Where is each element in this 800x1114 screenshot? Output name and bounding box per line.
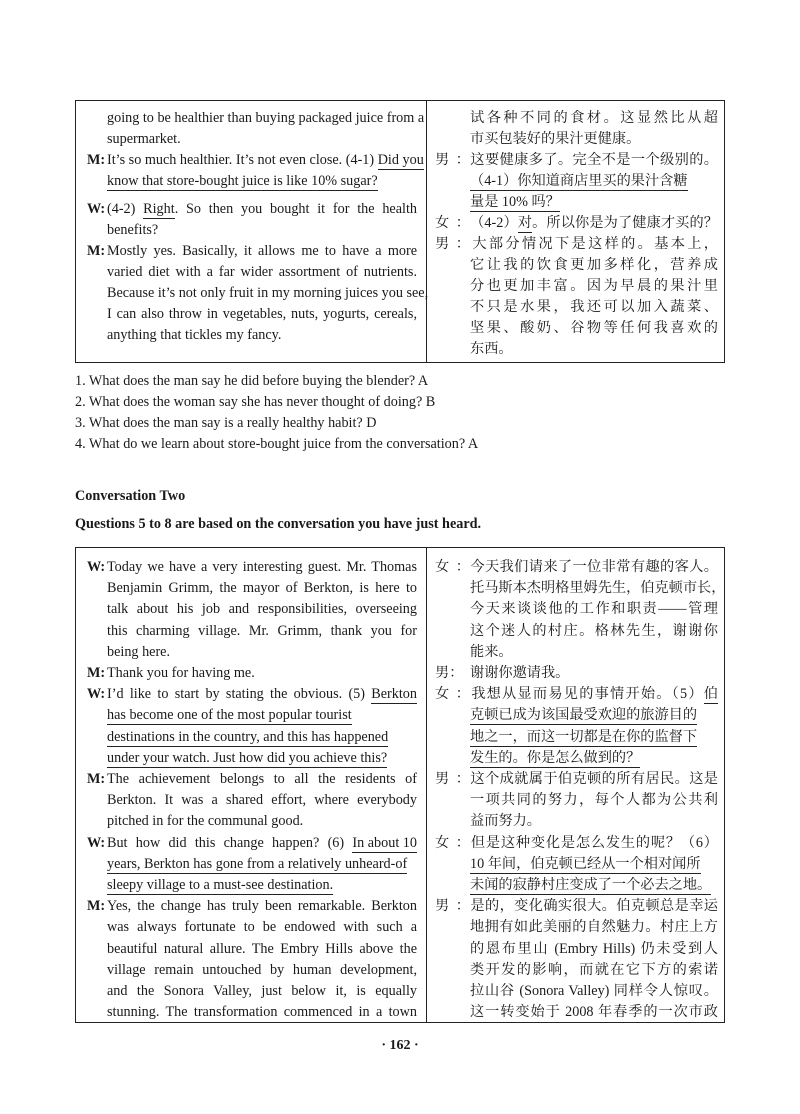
- underlined-answer-text: 发生的。你是怎么做到的？: [470, 749, 641, 766]
- english-line: [107, 620, 417, 642]
- english-line: [107, 107, 425, 129]
- english-line: [107, 577, 417, 599]
- chinese-line: [470, 107, 718, 129]
- line-text: . So then you bought it for the health: [174, 201, 417, 217]
- line-text: I’d like to start by stating the obvious. (5): [107, 686, 372, 703]
- line-text: 大部分情况下是这样的。基本上，: [470, 236, 718, 252]
- english-line: [107, 874, 417, 896]
- speaker-label: 男：: [435, 665, 464, 681]
- chinese-line: [470, 789, 718, 811]
- line-text: was always fortunate to be endowed with such a: [107, 919, 417, 936]
- speaker-label: 女：: [435, 559, 470, 575]
- english-line: [107, 324, 417, 346]
- line-text: going to be healthier than buying packaged juice from a: [107, 110, 425, 126]
- chinese-line: [435, 233, 718, 255]
- chinese-line: [470, 170, 718, 192]
- english-line: [107, 1001, 417, 1023]
- speaker-label: 男：: [435, 771, 470, 787]
- chinese-line: [470, 317, 718, 339]
- chinese-line: [470, 577, 726, 599]
- underlined-answer-text: 量是 10% 吗？: [470, 194, 560, 210]
- chinese-line: [435, 662, 718, 684]
- line-text: varied diet with a far wider assortment of nutrients.: [107, 264, 417, 280]
- chinese-line: [470, 620, 718, 642]
- underlined-answer-text: under your watch. Just how did you achieve this?: [107, 749, 388, 766]
- english-line: [107, 916, 417, 938]
- line-text: 这个成就属于伯克顿的所有居民。这是: [470, 771, 718, 787]
- line-text: Because it’s not only fruit in my morning juices you see,: [107, 285, 429, 301]
- english-line: [107, 261, 417, 283]
- chinese-line: [470, 810, 718, 832]
- underlined-answer-text: 地之一，而这一切都是在你的监督下: [470, 728, 698, 745]
- underlined-answer-text: destinations in the country, and this has happened: [107, 728, 389, 745]
- chinese-line: [470, 980, 718, 1002]
- english-line: [87, 768, 417, 790]
- line-text: 它让我的饮食更加多样化，营养成: [470, 257, 718, 273]
- chinese-line: [470, 853, 718, 875]
- speaker-label: 女：: [435, 215, 470, 231]
- chinese-line: [435, 832, 718, 854]
- line-text: Mostly yes. Basically, it allows me to have a more: [107, 243, 417, 259]
- chinese-line: [470, 254, 718, 276]
- question-1: 1. What does the man say he did before buying the blender? A: [75, 373, 429, 389]
- line-text: But how did this change happen? (6): [107, 834, 353, 851]
- english-line: [87, 832, 417, 854]
- speaker-label: M:: [87, 771, 106, 787]
- line-text: talk about his job and responsibilities, overseeing: [107, 601, 417, 618]
- speaker-label: W:: [87, 834, 106, 851]
- line-text: （4-2）: [470, 215, 518, 231]
- line-text: 的恩布里山 (Embry Hills) 仍未受到人: [470, 940, 718, 957]
- line-text: 托马斯本杰明格里姆先生，伯克顿市长，: [470, 580, 726, 597]
- underlined-answer-text: In about 10: [352, 834, 417, 851]
- line-text: Today we have a very interesting guest. Mr. Thomas: [107, 559, 417, 575]
- line-text: supermarket.: [107, 131, 181, 147]
- english-line: [107, 704, 417, 726]
- line-text: 试各种不同的食材。这显然比从超: [470, 110, 718, 126]
- line-text: 这一转变始于 2008 年春季的一次市政: [470, 1004, 718, 1021]
- line-text: 能来。: [470, 643, 513, 660]
- english-line: [107, 598, 417, 620]
- underlined-answer-text: 伯: [703, 686, 718, 703]
- english-line: [107, 170, 417, 192]
- underlined-answer-text: Right: [143, 201, 175, 217]
- english-line: [107, 789, 417, 811]
- speaker-label: 男：: [435, 236, 470, 252]
- line-text: village remain untouched by human development,: [107, 961, 417, 978]
- question-4: 4. What do we learn about store-bought juice from the conversation? A: [75, 436, 479, 452]
- line-text: 益而努力。: [470, 813, 541, 830]
- line-text: 今天我们请来了一位非常有趣的客人。: [470, 559, 718, 575]
- underlined-answer-text: 10 年间，伯克顿已经从一个相对闻所: [470, 855, 701, 872]
- underlined-answer-text: know that store-bought juice is like 10% sugar?: [107, 173, 378, 189]
- question-2: 2. What does the woman say she has never thought of doing? B: [75, 394, 436, 410]
- speaker-label: 男：: [435, 152, 470, 168]
- english-line: [107, 282, 429, 304]
- line-text: (4-2): [107, 201, 144, 217]
- line-text: 东西。: [470, 341, 513, 357]
- line-text: Benjamin Grimm, the mayor of Berkton, is here to: [107, 580, 417, 597]
- question-3: 3. What does the man say is a really healthy habit? D: [75, 415, 377, 431]
- chinese-line: [470, 338, 718, 360]
- line-text: 一项共同的努力，每个人都为公共利: [470, 792, 718, 809]
- speaker-label: 女：: [435, 834, 470, 851]
- chinese-line: [470, 1001, 718, 1023]
- english-line: [107, 303, 417, 325]
- underlined-answer-text: Did you: [377, 152, 424, 168]
- chinese-line: [470, 874, 718, 896]
- line-text: 是的，变化确实很大。伯克顿总是幸运: [470, 898, 718, 915]
- english-line: [87, 556, 417, 578]
- line-text: 坚果、酸奶、谷物等任何我喜欢的: [470, 320, 718, 336]
- chinese-line: [470, 938, 718, 960]
- line-text: stunning. The transformation commenced in a town: [107, 1004, 417, 1021]
- line-text: pitched in for the communal good.: [107, 813, 304, 830]
- english-line: [107, 980, 417, 1002]
- chinese-line: [470, 704, 718, 726]
- underlined-answer-text: （4-1）你知道商店里买的果汁含糖: [470, 173, 688, 189]
- underlined-answer-text: has become one of the most popular tourist: [107, 707, 352, 724]
- chinese-line: [470, 641, 718, 663]
- chinese-line: [435, 895, 718, 917]
- line-text: The achievement belongs to all the residents of: [107, 771, 417, 787]
- speaker-label: 女：: [435, 686, 470, 703]
- speaker-label: 男：: [435, 898, 470, 915]
- line-text: Yes, the change has truly been remarkable. Berkton: [107, 898, 417, 915]
- speaker-label: M:: [87, 898, 106, 915]
- section-subtitle: Questions 5 to 8 are based on the conversation you have just heard.: [75, 516, 482, 532]
- english-line: [107, 959, 417, 981]
- speaker-label: W:: [87, 201, 106, 217]
- chinese-line: [470, 296, 718, 318]
- english-line: [107, 641, 417, 663]
- english-line: [107, 810, 417, 832]
- line-text: 但是这种变化是怎么发生的呢？（6）: [470, 834, 718, 851]
- underlined-answer-text: sleepy village to a must-see destination.: [107, 877, 334, 893]
- line-text: 。所以你是为了健康才买的？: [531, 215, 718, 231]
- chinese-line: [470, 959, 718, 981]
- line-text: 这要健康多了。完全不是一个级别的。: [470, 152, 718, 168]
- speaker-label: M:: [87, 152, 106, 168]
- speaker-label: W:: [87, 686, 106, 703]
- chinese-line: [470, 191, 718, 213]
- speaker-label: W:: [87, 559, 106, 575]
- english-line: [107, 219, 417, 241]
- english-line: [107, 726, 417, 748]
- chinese-line: [470, 598, 718, 620]
- underlined-answer-text: years, Berkton has gone from a relatively unheard-of: [107, 855, 408, 872]
- section-title: Conversation Two: [75, 488, 186, 504]
- chinese-line: [435, 149, 718, 171]
- chinese-line: [470, 916, 718, 938]
- line-text: It’s so much healthier. It’s not even close. (4-1): [107, 152, 378, 168]
- line-text: this charming village. Mr. Grimm, thank you for: [107, 622, 417, 639]
- english-line: [87, 662, 417, 684]
- chinese-line: [435, 556, 718, 578]
- line-text: 不只是水果，我还可以加入蔬菜、: [470, 299, 718, 315]
- line-text: beautiful natural allure. The Embry Hills above the: [107, 940, 417, 957]
- line-text: and the Sonora Valley, just below it, is equally: [107, 983, 417, 999]
- underlined-answer-text: 对: [517, 215, 532, 231]
- conversation-two-table: [75, 547, 725, 1023]
- line-text: Thank you for having me.: [107, 665, 255, 681]
- chinese-line: [470, 275, 718, 297]
- conversation-one-table: [75, 100, 725, 363]
- underlined-answer-text: 克顿已成为该国最受欢迎的旅游目的: [470, 707, 698, 724]
- chinese-line: [470, 128, 718, 150]
- speaker-label: M:: [87, 243, 106, 259]
- english-line: [107, 128, 417, 150]
- english-line: [107, 853, 417, 875]
- english-line: [87, 198, 417, 220]
- english-line: [107, 747, 417, 769]
- underlined-answer-text: 未闻的寂静村庄变成了一个必去之地。: [470, 877, 712, 893]
- line-text: being here.: [107, 643, 171, 660]
- line-text: 谢谢你邀请我。: [470, 665, 570, 681]
- page-number: · 162 ·: [381, 1038, 419, 1053]
- line-text: 分也更加丰富。因为早晨的果汁里: [470, 278, 718, 294]
- line-text: benefits?: [107, 222, 159, 238]
- line-text: 今天来谈谈他的工作和职责——管理: [470, 601, 718, 618]
- english-line: [107, 938, 417, 960]
- underlined-answer-text: Berkton: [371, 686, 417, 703]
- line-text: 我想从显而易见的事情开始。（5）: [470, 686, 704, 703]
- line-text: 这个迷人的村庄。格林先生，谢谢你: [470, 622, 718, 639]
- line-text: Berkton. It was a shared effort, where everybody: [107, 792, 417, 809]
- chinese-line: [435, 212, 718, 234]
- line-text: anything that tickles my fancy.: [107, 327, 282, 343]
- chinese-line: [435, 683, 718, 705]
- line-text: 地拥有如此美丽的自然魅力。村庄上方: [470, 919, 718, 936]
- speaker-label: M:: [87, 665, 106, 681]
- line-text: 拉山谷 (Sonora Valley) 同样令人惊叹。: [470, 983, 718, 999]
- line-text: 市买包装好的果汁更健康。: [470, 131, 641, 147]
- chinese-line: [470, 726, 718, 748]
- english-line: [87, 240, 417, 262]
- english-line: [87, 149, 424, 171]
- column-divider: [426, 548, 427, 1022]
- chinese-line: [435, 768, 718, 790]
- english-line: [87, 683, 417, 705]
- line-text: 类开发的影响，而就在它下方的索诺: [470, 961, 718, 978]
- line-text: I can also throw in vegetables, nuts, yogurts, cereals,: [107, 306, 417, 322]
- chinese-line: [470, 747, 718, 769]
- column-divider: [426, 101, 427, 362]
- english-line: [87, 895, 417, 917]
